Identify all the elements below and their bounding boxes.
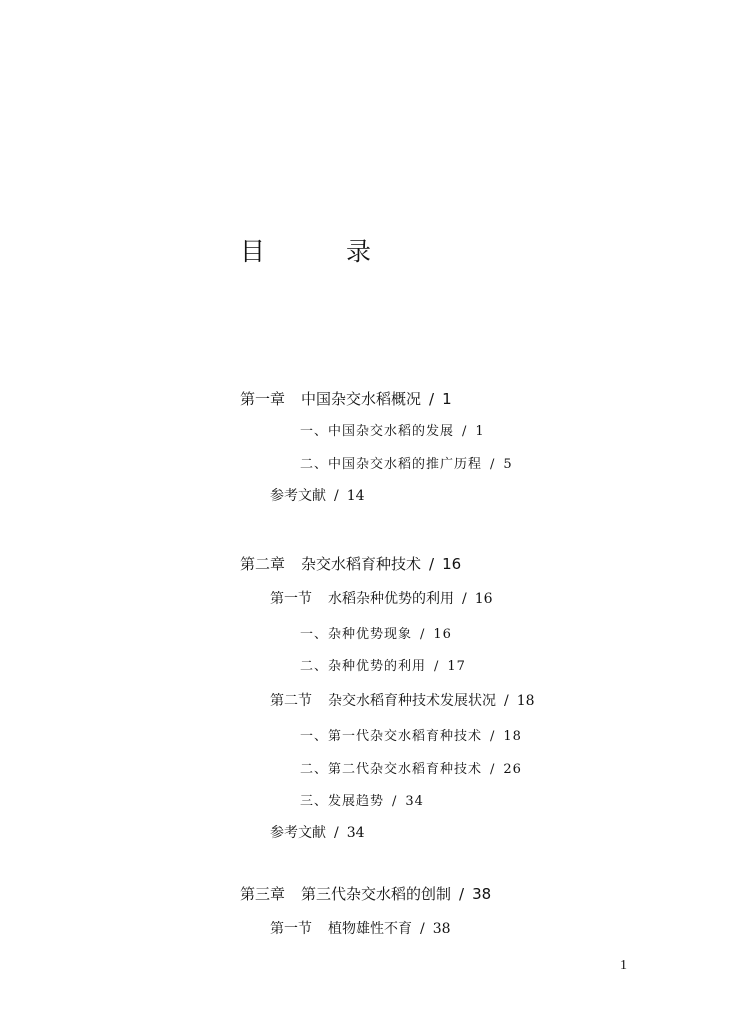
- page-ref: 16: [433, 627, 452, 642]
- section-title: 水稻杂种优势的利用: [328, 591, 454, 607]
- toc-chapter-3: [240, 883, 491, 904]
- section-number: 第一节: [270, 921, 312, 937]
- item-title: 一、杂种优势现象: [300, 627, 413, 642]
- item-title: 二、第二代杂交水稻育种技术: [300, 762, 483, 777]
- chapter-title: 第三代杂交水稻的创制: [301, 885, 452, 903]
- section-number: 第二节: [270, 693, 312, 709]
- separator: /: [490, 762, 496, 777]
- page-ref: 38: [472, 885, 492, 903]
- item-title: 一、第一代杂交水稻育种技术: [300, 729, 483, 744]
- toc-chapter-2: [240, 553, 461, 574]
- chapter-title: 杂交水稻育种技术: [301, 555, 422, 573]
- toc-item: [300, 790, 424, 809]
- item-title: 二、中国杂交水稻的推广历程: [300, 457, 483, 472]
- page-ref: 18: [503, 729, 522, 744]
- chapter-title: 中国杂交水稻概况: [301, 390, 422, 408]
- page-ref: 5: [503, 457, 513, 472]
- separator: /: [334, 825, 339, 841]
- page-title: 目 录: [240, 237, 400, 266]
- toc-references: [270, 822, 365, 842]
- chapter-number: 第三章: [240, 885, 286, 903]
- page-ref: 26: [503, 762, 522, 777]
- page-ref: 16: [442, 555, 462, 573]
- page-ref: 34: [346, 825, 365, 841]
- page-ref: 14: [346, 488, 365, 504]
- page-number: 1: [620, 958, 627, 973]
- page-ref: 1: [442, 390, 452, 408]
- separator: /: [504, 693, 509, 709]
- separator: /: [420, 921, 425, 937]
- separator: /: [420, 627, 426, 642]
- toc-item: [300, 420, 485, 439]
- page-ref: 38: [432, 921, 451, 937]
- references-label: 参考文献: [270, 825, 326, 841]
- item-title: 二、杂种优势的利用: [300, 659, 427, 674]
- references-label: 参考文献: [270, 488, 326, 504]
- separator: /: [434, 659, 440, 674]
- chapter-number: 第一章: [240, 390, 286, 408]
- separator: /: [462, 424, 468, 439]
- page-ref: 17: [447, 659, 466, 674]
- toc-chapter-1: [240, 388, 452, 409]
- page-ref: 18: [516, 693, 535, 709]
- toc-item: [300, 655, 466, 674]
- separator: /: [429, 390, 435, 408]
- toc-section: [270, 690, 535, 710]
- toc-item: [300, 623, 452, 642]
- item-title: 一、中国杂交水稻的发展: [300, 424, 455, 439]
- page-ref: 16: [474, 591, 493, 607]
- separator: /: [429, 555, 435, 573]
- toc-references: [270, 485, 365, 505]
- toc-item: [300, 453, 513, 472]
- separator: /: [459, 885, 465, 903]
- section-number: 第一节: [270, 591, 312, 607]
- toc-item: [300, 725, 522, 744]
- page-ref: 34: [405, 794, 424, 809]
- separator: /: [490, 729, 496, 744]
- separator: /: [462, 591, 467, 607]
- chapter-number: 第二章: [240, 555, 286, 573]
- separator: /: [490, 457, 496, 472]
- toc-section: [270, 918, 451, 938]
- section-title: 杂交水稻育种技术发展状况: [328, 693, 496, 709]
- separator: /: [392, 794, 398, 809]
- toc-item: [300, 758, 522, 777]
- toc-section: [270, 588, 493, 608]
- page-ref: 1: [475, 424, 485, 439]
- item-title: 三、发展趋势: [300, 794, 385, 809]
- section-title: 植物雄性不育: [328, 921, 412, 937]
- separator: /: [334, 488, 339, 504]
